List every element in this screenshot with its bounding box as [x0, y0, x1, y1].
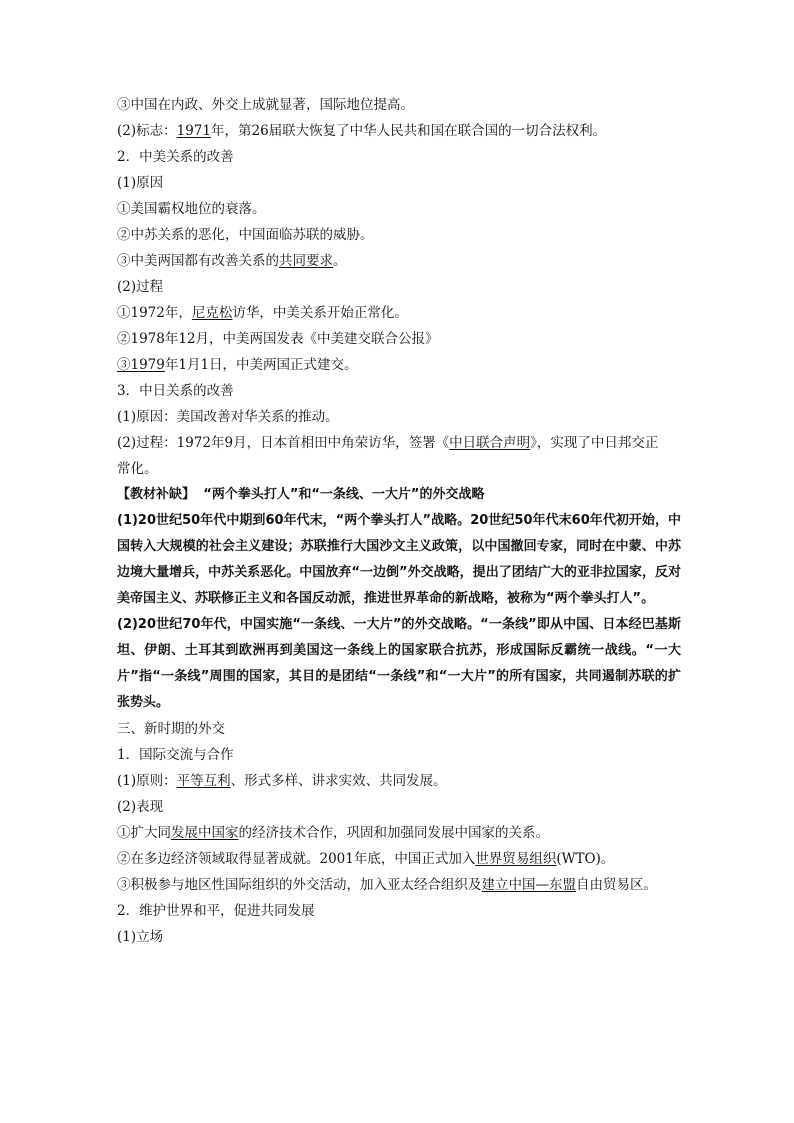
text-line — [117, 872, 681, 898]
text: (2)标志： — [117, 123, 177, 139]
text: (2)过程 — [117, 279, 164, 295]
underlined-answer: 平等互利 — [176, 773, 231, 789]
text-line — [117, 300, 681, 326]
text-line — [117, 404, 681, 430]
text-line — [117, 92, 681, 118]
text: 》，实现了中日邦交正 — [530, 435, 659, 451]
text-line — [117, 768, 681, 794]
text: 的经济技术合作，巩固和加强同发展中国家的关系。 — [238, 825, 549, 841]
section-heading — [117, 898, 681, 924]
section-heading — [117, 716, 681, 742]
text: 常化。 — [117, 461, 158, 477]
text: 2．维护世界和平，促进共同发展 — [117, 903, 315, 919]
text: (2)过程：1972年9月，日本首相田中角荣访华，签署《 — [117, 435, 450, 451]
supplement-paragraph: (1)20世纪50年代中期到60年代末，“两个拳头打人”战略。20世纪50年代末60年代初开始，中国转入大规模的社会主义建设；苏联推行大国沙文主义政策，以中国撤回专家，同时在中蒙、中苏边境大量增兵，中苏关系恶化。中国放弃“一边倒”外交战略，提出了团结广大的亚非拉国家，反对美帝国主义、苏联修正主义和各国反动派，推进世界革命的新战略，被称为“两个拳头打人”。 — [117, 513, 681, 606]
text-line — [117, 248, 681, 274]
text-line — [117, 222, 681, 248]
text: 访华，中美关系开始正常化。 — [232, 305, 408, 321]
text: ②中苏关系的恶化，中国面临苏联的威胁。 — [117, 227, 374, 243]
text: 三、新时期的外交 — [117, 721, 225, 737]
underlined-answer: 发展中国家 — [171, 825, 239, 841]
text: 2．中美关系的改善 — [117, 149, 234, 165]
underlined-answer: 建立中国—东盟 — [481, 877, 576, 893]
supplement-heading — [117, 482, 681, 508]
underlined-answer: 中日联合声明 — [449, 435, 531, 451]
underlined-answer: 世界贸易组织 — [475, 851, 557, 867]
text-line — [117, 924, 681, 950]
text: ①美国霸权地位的衰落。 — [117, 201, 266, 217]
underlined-answer: 1971 — [176, 123, 211, 139]
text: 。 — [333, 253, 347, 269]
text-line — [117, 170, 681, 196]
text-line — [117, 846, 681, 872]
text-line — [117, 794, 681, 820]
underlined-answer: ③1979 — [117, 357, 165, 373]
text-line — [117, 196, 681, 222]
section-heading — [117, 378, 681, 404]
text: 自由贸易区。 — [576, 877, 657, 893]
underlined-answer: 尼克松 — [191, 305, 233, 321]
text-line — [117, 352, 681, 378]
text: 1．国际交流与合作 — [117, 747, 234, 763]
supplement-title: “两个拳头打人”和“一条线、一大片”的外交战略 — [203, 487, 485, 502]
text: ②在多边经济领域取得显著成就。2001年底，中国正式加入 — [117, 851, 476, 867]
text-line — [117, 326, 681, 352]
text-line — [117, 456, 681, 482]
section-heading — [117, 144, 681, 170]
text: ①扩大同 — [117, 825, 171, 841]
underlined-answer: 共同要求 — [279, 253, 333, 269]
text: (WTO)。 — [556, 851, 615, 867]
text: ③中国在内政、外交上成就显著，国际地位提高。 — [117, 97, 414, 113]
text: ①1972年， — [117, 305, 192, 321]
text: (1)立场 — [117, 929, 164, 945]
text-line — [117, 430, 681, 456]
supplement-paragraph: (2)20世纪70年代，中国实施“一条线、一大片”的外交战略。“一条线”即从中国、日本经巴基斯坦、伊朗、土耳其到欧洲再到美国这一条线上的国家联合抗苏，形成国际反霸统一战线。“一大片”指“一条线”周围的国家，其目的是团结“一条线”和“一大片”的所有国家，共同遏制苏联的扩张势头。 — [117, 617, 681, 710]
section-heading — [117, 742, 681, 768]
supplement-tag: 【教材补缺】 — [117, 487, 196, 502]
text: ②1978年12月，中美两国发表《中美建交联合公报》 — [117, 331, 439, 347]
text-line — [117, 820, 681, 846]
text: ③积极参与地区性国际组织的外交活动，加入亚太经合组织及 — [117, 877, 482, 893]
text: (2)表现 — [117, 799, 164, 815]
text: (1)原则： — [117, 773, 177, 789]
text: 年，第26届联大恢复了中华人民共和国在联合国的一切合法权利。 — [210, 123, 607, 139]
text: 年1月1日，中美两国正式建交。 — [164, 357, 358, 373]
text-line — [117, 274, 681, 300]
text: ③中美两国都有改善关系的 — [117, 253, 279, 269]
text-line — [117, 118, 681, 144]
text: (1)原因：美国改善对华关系的推动。 — [117, 409, 339, 425]
text: (1)原因 — [117, 175, 164, 191]
document-page — [117, 92, 681, 950]
text: 、形式多样、讲求实效、共同发展。 — [230, 773, 447, 789]
text: 3．中日关系的改善 — [117, 383, 234, 399]
